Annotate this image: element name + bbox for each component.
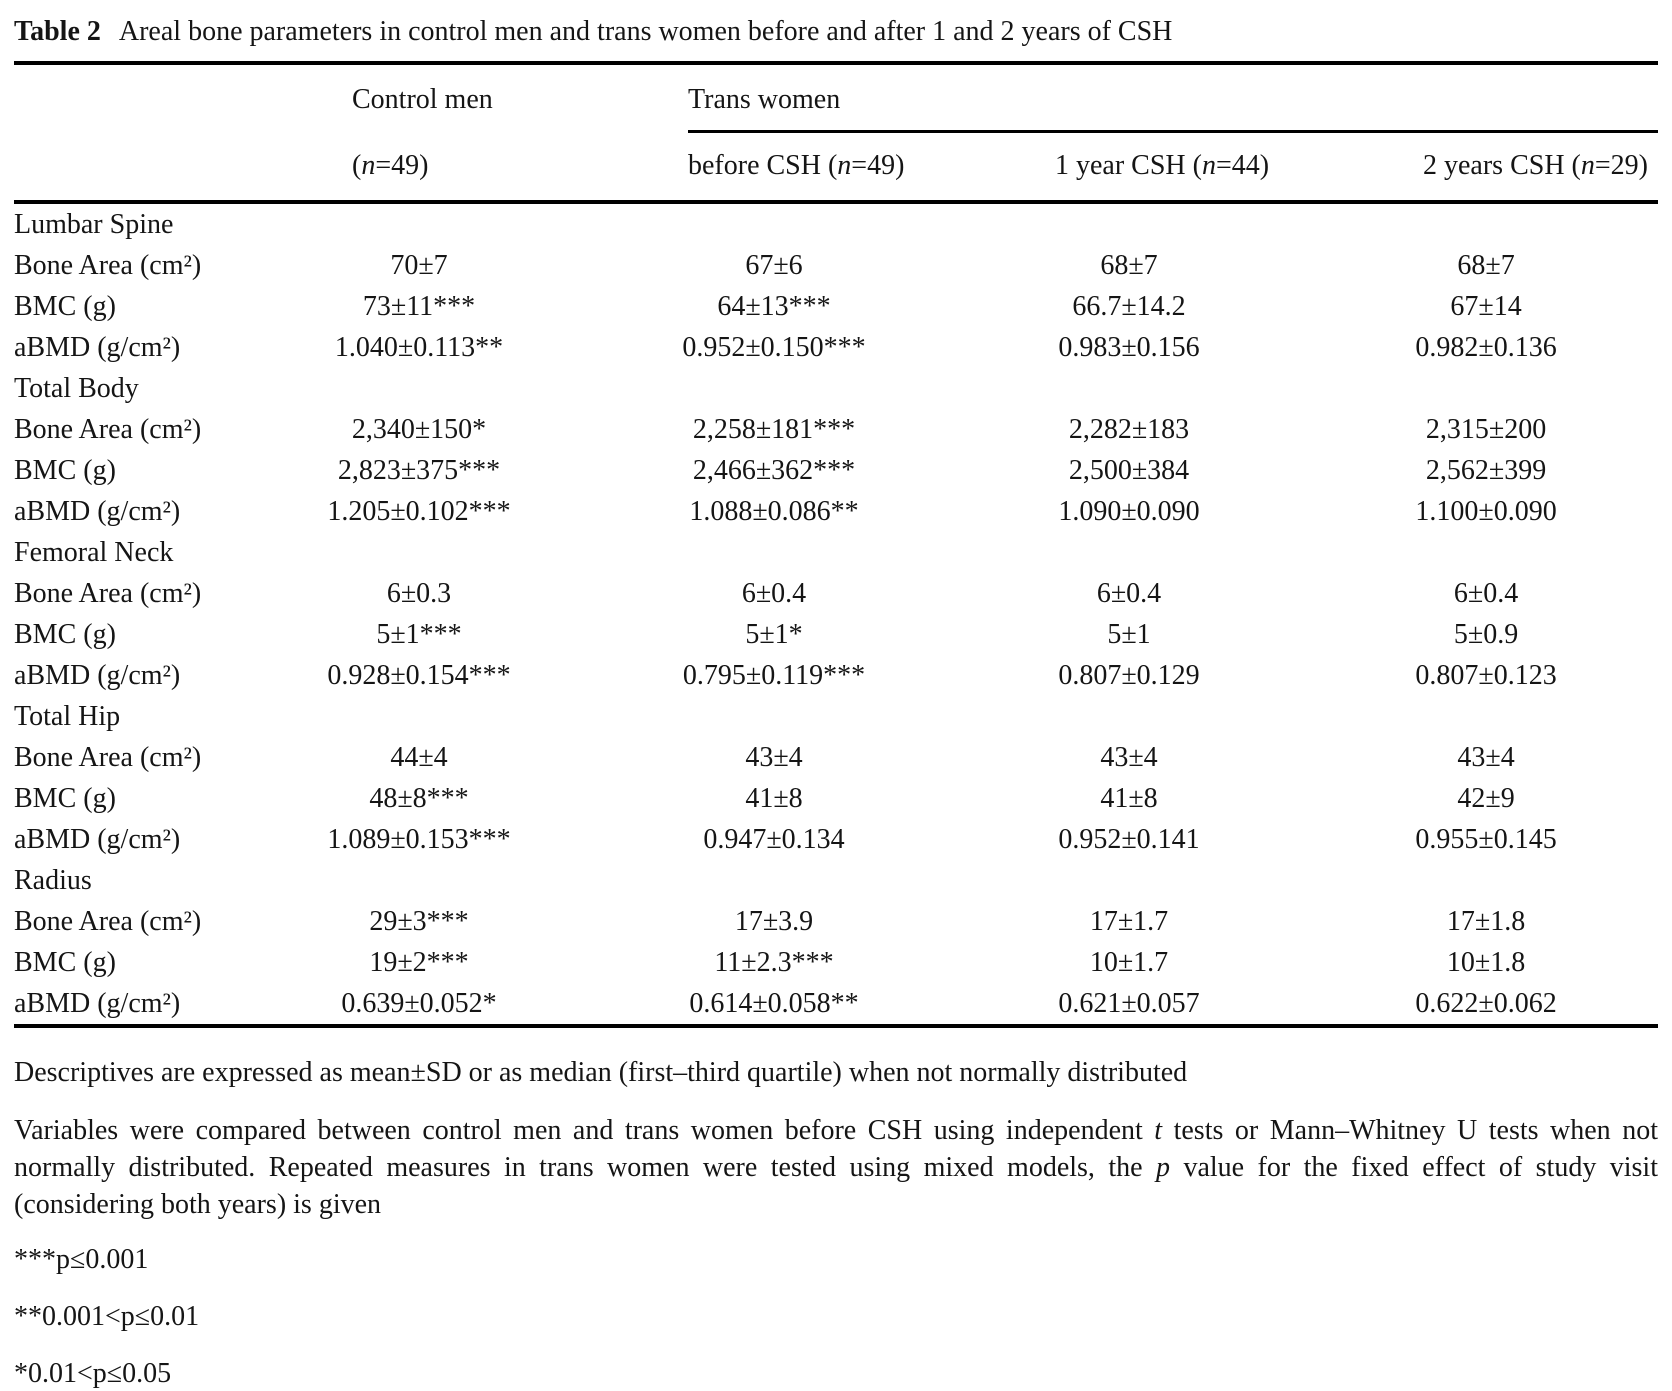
subheader-control-n: [314, 133, 584, 202]
italic-text: n: [1580, 150, 1595, 181]
text: =29): [1594, 150, 1648, 181]
text: =49): [851, 150, 905, 181]
value-cell: 1.090±0.090: [1058, 496, 1200, 527]
value-cell: 6±0.4: [741, 578, 807, 609]
value-cell: 0.621±0.057: [1058, 988, 1200, 1019]
value-cell: 1.100±0.090: [1415, 496, 1557, 527]
value-cell: 73±11***: [362, 291, 476, 322]
table-caption-number: Table 2: [14, 16, 101, 47]
parameter-label: Bone Area (cm²): [14, 906, 202, 937]
value-cell: 41±8: [745, 783, 803, 814]
parameter-label: Bone Area (cm²): [14, 742, 202, 773]
parameter-label: aBMD (g/cm²): [14, 332, 181, 363]
table-caption-text: Areal bone parameters in control men and trans women before and after 1 and 2 years of CSH: [118, 16, 1173, 47]
column-group-trans-women: [584, 63, 1658, 133]
table-row: [14, 983, 1658, 1026]
parameter-label: Bone Area (cm²): [14, 250, 202, 281]
value-cell: 19±2***: [369, 947, 469, 978]
value-cell: 0.795±0.119***: [682, 660, 866, 691]
value-cell: 0.952±0.150***: [682, 332, 866, 363]
italic-text: t: [1154, 1115, 1163, 1146]
table-row: [14, 655, 1658, 696]
table-row: [14, 614, 1658, 655]
table-row: [14, 573, 1658, 614]
value-cell: 11±2.3***: [714, 947, 834, 978]
value-cell: 68±7: [1457, 250, 1515, 281]
section-row: [14, 368, 1658, 409]
value-cell: 0.622±0.062: [1415, 988, 1557, 1019]
parameter-label: Bone Area (cm²): [14, 578, 202, 609]
header-empty-cell: [14, 133, 314, 202]
text: Variables were compared between control men and trans women before CSH using independent: [14, 1115, 1155, 1146]
parameter-label: Bone Area (cm²): [14, 414, 202, 445]
value-cell: 43±4: [1457, 742, 1515, 773]
value-cell: 29±3***: [369, 906, 469, 937]
parameter-label: BMC (g): [14, 619, 116, 650]
value-cell: 66.7±14.2: [1072, 291, 1186, 322]
value-cell: 2,823±375***: [337, 455, 501, 486]
section-row: [14, 532, 1658, 573]
text: =44): [1215, 150, 1270, 181]
value-cell: 1.088±0.086**: [689, 496, 859, 527]
text: =49): [375, 150, 429, 181]
value-cell: 6±0.4: [1453, 578, 1519, 609]
header-empty-cell: [14, 63, 314, 133]
value-cell: 2,282±183: [1068, 414, 1190, 445]
table-row: [14, 491, 1658, 532]
value-cell: 2,466±362***: [692, 455, 856, 486]
value-cell: 42±9: [1457, 783, 1515, 814]
parameter-label: aBMD (g/cm²): [14, 660, 181, 691]
text: before CSH (: [688, 150, 838, 181]
value-cell: 48±8***: [369, 783, 469, 814]
table-caption: [14, 8, 1658, 61]
section-row: [14, 860, 1658, 901]
footnote-descriptives: Descriptives are expressed as mean±SD or as median (first–third quartile) when not normally distributed: [14, 1057, 1188, 1088]
parameter-label: BMC (g): [14, 291, 116, 322]
italic-text: n: [361, 150, 376, 181]
value-cell: 43±4: [745, 742, 803, 773]
parameter-label: BMC (g): [14, 947, 116, 978]
value-cell: 0.983±0.156: [1058, 332, 1200, 363]
italic-text: n: [1201, 150, 1216, 181]
value-cell: 2,340±150*: [351, 414, 487, 445]
value-cell: 0.807±0.123: [1415, 660, 1557, 691]
text: tests or Mann–Whitney U tests when not normally distributed. Repeated measures in trans women were tested using mixed models, the: [14, 1115, 1658, 1183]
value-cell: 1.040±0.113**: [334, 332, 504, 363]
column-header-control-men: Control men: [352, 84, 493, 115]
value-cell: 0.955±0.145: [1415, 824, 1557, 855]
value-cell: 0.947±0.134: [703, 824, 845, 855]
table-row: [14, 942, 1658, 983]
table-header: [14, 63, 1658, 202]
value-cell: 10±1.8: [1446, 947, 1526, 978]
value-cell: 0.952±0.141: [1058, 824, 1200, 855]
subheader-before-csh: [584, 133, 964, 202]
value-cell: 67±14: [1450, 291, 1522, 322]
header-group-row: [14, 63, 1658, 133]
value-cell: 6±0.3: [386, 578, 452, 609]
footnote-significance-p05: *0.01<p≤0.05: [14, 1358, 172, 1389]
table-row: [14, 737, 1658, 778]
subheader-1-year-csh: [964, 133, 1314, 202]
value-cell: 0.614±0.058**: [689, 988, 859, 1019]
value-cell: 0.982±0.136: [1415, 332, 1557, 363]
value-cell: 0.807±0.129: [1058, 660, 1200, 691]
value-cell: 1.089±0.153***: [327, 824, 511, 855]
value-cell: 5±1*: [745, 619, 803, 650]
italic-text: n: [837, 150, 852, 181]
parameter-label: aBMD (g/cm²): [14, 496, 181, 527]
value-cell: 5±0.9: [1453, 619, 1519, 650]
parameter-label: aBMD (g/cm²): [14, 824, 181, 855]
header-sub-row: [14, 133, 1658, 202]
value-cell: 17±3.9: [734, 906, 814, 937]
value-cell: 5±1: [1107, 619, 1151, 650]
table-row: [14, 778, 1658, 819]
text: 2 years CSH (: [1423, 150, 1581, 181]
value-cell: 1.205±0.102***: [327, 496, 511, 527]
table-footnotes: [14, 1055, 1658, 1391]
value-cell: 2,500±384: [1068, 455, 1190, 486]
value-cell: 41±8: [1100, 783, 1158, 814]
value-cell: 64±13***: [717, 291, 831, 322]
footnote-significance-p01: **0.001<p≤0.01: [14, 1301, 200, 1332]
value-cell: 2,562±399: [1425, 455, 1547, 486]
table-row: [14, 286, 1658, 327]
table-row: [14, 901, 1658, 942]
table-body: [14, 202, 1658, 1026]
parameter-label: aBMD (g/cm²): [14, 988, 181, 1019]
value-cell: 44±4: [390, 742, 448, 773]
section-label: Total Hip: [14, 701, 121, 732]
table-row: [14, 245, 1658, 286]
value-cell: 43±4: [1100, 742, 1158, 773]
value-cell: 2,258±181***: [692, 414, 856, 445]
table-row: [14, 409, 1658, 450]
parameter-label: BMC (g): [14, 455, 116, 486]
section-label: Lumbar Spine: [14, 209, 174, 240]
section-row: [14, 696, 1658, 737]
value-cell: 68±7: [1100, 250, 1158, 281]
value-cell: 2,315±200: [1425, 414, 1547, 445]
value-cell: 17±1.7: [1089, 906, 1169, 937]
table-row: [14, 327, 1658, 368]
footnote-methods: [14, 1112, 1658, 1223]
trans-women-group-label: Trans women: [688, 82, 1658, 133]
footnote-significance-p001: ***p≤0.001: [14, 1244, 149, 1275]
text: value for the fixed effect of study visit (considering both years) is given: [14, 1152, 1658, 1220]
bone-parameters-table: [14, 61, 1658, 1028]
table-row: [14, 450, 1658, 491]
section-row: [14, 202, 1658, 245]
text: 1 year CSH (: [1055, 150, 1202, 181]
value-cell: 70±7: [390, 250, 448, 281]
value-cell: 10±1.7: [1089, 947, 1169, 978]
text: (: [352, 150, 362, 181]
value-cell: 5±1***: [376, 619, 462, 650]
italic-text: p: [1156, 1152, 1171, 1183]
section-label: Radius: [14, 865, 92, 896]
subheader-2-years-csh: [1314, 133, 1658, 202]
value-cell: 0.928±0.154***: [327, 660, 511, 691]
parameter-label: BMC (g): [14, 783, 116, 814]
value-cell: 0.639±0.052*: [341, 988, 497, 1019]
section-label: Total Body: [14, 373, 139, 404]
table-row: [14, 819, 1658, 860]
value-cell: 67±6: [745, 250, 803, 281]
value-cell: 6±0.4: [1096, 578, 1162, 609]
section-label: Femoral Neck: [14, 537, 174, 568]
value-cell: 17±1.8: [1446, 906, 1526, 937]
